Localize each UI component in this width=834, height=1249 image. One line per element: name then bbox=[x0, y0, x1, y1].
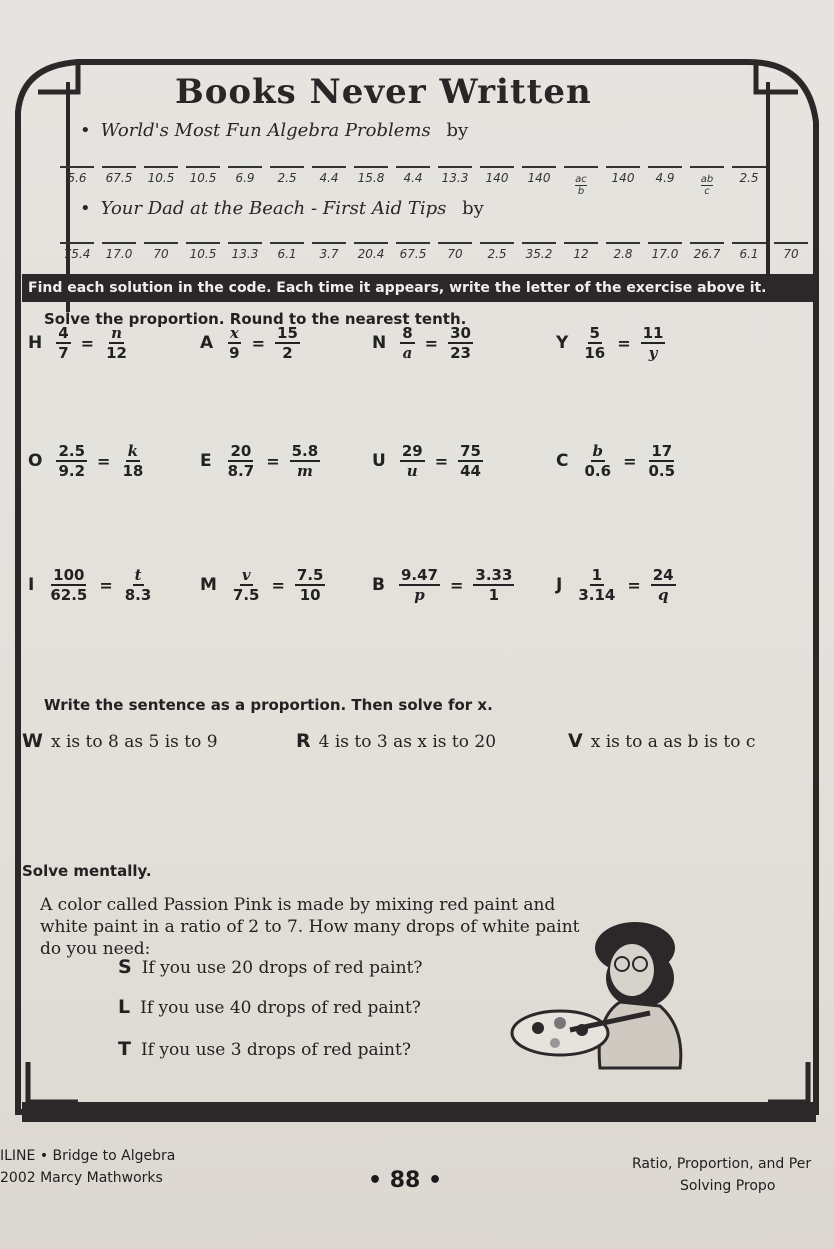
exercise-letter: A bbox=[200, 333, 214, 353]
code-blank: 2.5 bbox=[732, 166, 766, 185]
equals-sign: = bbox=[80, 333, 95, 353]
denominator: 2 bbox=[282, 344, 293, 362]
code-blank: 12 bbox=[564, 242, 598, 261]
equals-sign: = bbox=[449, 575, 464, 595]
denominator: 62.5 bbox=[50, 586, 88, 604]
proportion-n bbox=[372, 324, 477, 362]
proportion-o bbox=[28, 442, 149, 480]
page-title: Books Never Written bbox=[175, 72, 592, 112]
fraction bbox=[582, 442, 613, 480]
numerator: k bbox=[127, 442, 139, 460]
fraction bbox=[400, 324, 414, 362]
equals-sign: = bbox=[434, 451, 449, 471]
code-fraction bbox=[701, 174, 713, 197]
code-blank: 75.4 bbox=[60, 242, 94, 261]
question-letter: L bbox=[118, 996, 131, 1018]
numerator: 3.33 bbox=[475, 566, 513, 584]
numerator: 30 bbox=[450, 324, 471, 342]
numerator: 15 bbox=[277, 324, 298, 342]
numerator: 75 bbox=[460, 442, 481, 460]
numerator: 11 bbox=[642, 324, 664, 342]
proportion-a bbox=[200, 324, 304, 362]
code-blank: 4.9 bbox=[648, 166, 682, 185]
code-blank: 3.7 bbox=[312, 242, 346, 261]
equals-sign: = bbox=[266, 451, 280, 471]
code-blank: 35.2 bbox=[522, 242, 556, 261]
code-blank: 17.0 bbox=[648, 242, 682, 261]
code-blank: 20.4 bbox=[354, 242, 388, 261]
fraction bbox=[56, 442, 87, 480]
fraction bbox=[48, 566, 89, 604]
section-heading-mental: Solve mentally. bbox=[22, 862, 152, 880]
denominator: 12 bbox=[106, 344, 127, 362]
fraction bbox=[458, 442, 483, 480]
code-blank: 13.3 bbox=[228, 242, 262, 261]
exercise-letter: E bbox=[200, 451, 212, 471]
numerator: v bbox=[241, 566, 251, 584]
code-fraction-num: ac bbox=[575, 174, 587, 185]
fraction bbox=[582, 324, 607, 362]
fraction bbox=[400, 442, 425, 480]
equals-sign: = bbox=[99, 575, 113, 595]
numerator: 100 bbox=[53, 566, 85, 584]
code-blank bbox=[564, 166, 598, 197]
denominator: 9 bbox=[229, 344, 240, 362]
code-fraction-den: b bbox=[577, 186, 585, 197]
proportion-y bbox=[556, 324, 669, 362]
numerator: 20 bbox=[230, 442, 252, 460]
numerator: 8 bbox=[402, 324, 413, 342]
fraction bbox=[123, 566, 154, 604]
fraction bbox=[651, 566, 676, 604]
sentence-w bbox=[22, 730, 218, 752]
denominator: 3.14 bbox=[578, 586, 616, 604]
code-blank: 70 bbox=[144, 242, 178, 261]
question-t bbox=[118, 1038, 411, 1060]
exercise-letter: B bbox=[372, 575, 385, 595]
denominator: 8.3 bbox=[124, 586, 152, 604]
denominator: p bbox=[414, 586, 425, 604]
denominator: q bbox=[657, 586, 669, 604]
code-blank: 10.5 bbox=[144, 166, 178, 185]
proportion-e bbox=[200, 442, 324, 480]
fraction bbox=[295, 566, 326, 604]
code-blank: 70 bbox=[438, 242, 472, 261]
code-blank: 10.5 bbox=[186, 166, 220, 185]
fraction bbox=[576, 566, 617, 604]
code-fraction-num: ab bbox=[700, 174, 714, 185]
footer-left-1: ILINE • Bridge to Algebra bbox=[0, 1148, 176, 1164]
numerator: 24 bbox=[652, 566, 674, 584]
code-row-1 bbox=[60, 166, 774, 197]
code-blank: 15.8 bbox=[354, 166, 388, 185]
section-heading-sentences: Write the sentence as a proportion. Then solve for x. bbox=[44, 696, 493, 714]
exercise-letter: N bbox=[372, 333, 387, 353]
exercise-letter: M bbox=[200, 575, 217, 595]
question-text: If you use 3 drops of red paint? bbox=[140, 1040, 411, 1060]
code-blank: 17.0 bbox=[102, 242, 136, 261]
code-blank: 4.4 bbox=[312, 166, 346, 185]
sentence-r bbox=[296, 730, 496, 752]
code-blank: 140 bbox=[522, 166, 556, 185]
proportion-m bbox=[200, 566, 329, 604]
numerator: 1 bbox=[591, 566, 603, 584]
question-s bbox=[118, 956, 422, 978]
fraction bbox=[226, 442, 257, 480]
fraction bbox=[473, 566, 514, 604]
denominator: 0.6 bbox=[584, 462, 612, 480]
denominator: 7.5 bbox=[232, 586, 260, 604]
book-title-2: • Your Dad at the Beach - First Aid Tips by bbox=[80, 198, 484, 219]
sentence-letter: V bbox=[568, 730, 583, 752]
code-blank: 70 bbox=[774, 242, 808, 261]
denominator: 10 bbox=[299, 586, 321, 604]
footer-left-2: 2002 Marcy Mathworks bbox=[0, 1170, 163, 1186]
fraction bbox=[290, 442, 321, 480]
code-blank: 2.8 bbox=[606, 242, 640, 261]
denominator: u bbox=[406, 462, 418, 480]
equals-sign: = bbox=[251, 333, 266, 353]
sentence-text: x is to a as b is to c bbox=[590, 732, 756, 752]
exercise-letter: C bbox=[556, 451, 569, 471]
numerator: b bbox=[592, 442, 604, 460]
denominator: 23 bbox=[450, 344, 471, 362]
numerator: 4 bbox=[58, 324, 69, 342]
denominator: y bbox=[648, 344, 658, 362]
equals-sign: = bbox=[627, 575, 641, 595]
numerator: x bbox=[229, 324, 239, 342]
denominator: 16 bbox=[584, 344, 606, 362]
fraction bbox=[275, 324, 300, 362]
numerator: 9.47 bbox=[400, 566, 438, 584]
code-blank bbox=[690, 166, 724, 197]
code-blank: 10.5 bbox=[186, 242, 220, 261]
code-blank: 6.9 bbox=[228, 166, 262, 185]
code-blank: 2.5 bbox=[480, 242, 514, 261]
numerator: 2.5 bbox=[58, 442, 86, 460]
sentence-letter: W bbox=[22, 730, 43, 752]
code-blank: 67.5 bbox=[396, 242, 430, 261]
book-1-text: World's Most Fun Algebra Problems bbox=[100, 120, 431, 141]
fraction bbox=[231, 566, 262, 604]
denominator: m bbox=[296, 462, 313, 480]
exercise-letter: J bbox=[556, 575, 563, 595]
denominator: 18 bbox=[122, 462, 144, 480]
question-text: If you use 20 drops of red paint? bbox=[141, 958, 423, 978]
exercise-letter: O bbox=[28, 451, 43, 471]
book-2-by: by bbox=[462, 198, 484, 219]
question-l bbox=[118, 996, 421, 1018]
sentence-v bbox=[568, 730, 755, 752]
numerator: 5 bbox=[589, 324, 600, 342]
instructions-bar: Find each solution in the code. Each time it appears, write the letter of the exercise above it. bbox=[22, 274, 818, 302]
exercise-letter: U bbox=[372, 451, 386, 471]
numerator: 17 bbox=[651, 442, 673, 460]
proportion-j bbox=[556, 566, 680, 604]
code-blank: 140 bbox=[606, 166, 640, 185]
fraction bbox=[56, 324, 70, 362]
equals-sign: = bbox=[623, 451, 637, 471]
proportion-c bbox=[556, 442, 681, 480]
question-letter: T bbox=[118, 1038, 131, 1060]
numerator: 7.5 bbox=[296, 566, 324, 584]
denominator: 1 bbox=[488, 586, 500, 604]
code-fraction bbox=[575, 174, 587, 197]
code-blank: 2.5 bbox=[270, 166, 304, 185]
fraction bbox=[104, 324, 129, 362]
proportion-i bbox=[28, 566, 157, 604]
numerator: 29 bbox=[401, 442, 423, 460]
fraction bbox=[399, 566, 440, 604]
exercise-letter: H bbox=[28, 333, 43, 353]
equals-sign: = bbox=[424, 333, 439, 353]
question-letter: S bbox=[118, 956, 132, 978]
proportion-h bbox=[28, 324, 133, 362]
sentence-letter: R bbox=[296, 730, 311, 752]
code-blank: 4.4 bbox=[396, 166, 430, 185]
code-blank: 5.6 bbox=[60, 166, 94, 185]
sentence-text: x is to 8 as 5 is to 9 bbox=[50, 732, 218, 752]
page-number: • 88 • bbox=[368, 1168, 443, 1193]
equals-sign: = bbox=[271, 575, 285, 595]
question-text: If you use 40 drops of red paint? bbox=[140, 998, 421, 1018]
fraction bbox=[641, 324, 666, 362]
numerator: 5.8 bbox=[291, 442, 319, 460]
denominator: 8.7 bbox=[227, 462, 255, 480]
equals-sign: = bbox=[617, 333, 631, 353]
numerator: n bbox=[111, 324, 122, 342]
code-blank: 6.1 bbox=[270, 242, 304, 261]
fraction bbox=[646, 442, 677, 480]
fraction bbox=[448, 324, 473, 362]
book-title-1: • World's Most Fun Algebra Problems by bbox=[80, 120, 469, 141]
footer-right-1: Ratio, Proportion, and Per bbox=[632, 1156, 812, 1172]
word-problem-paragraph: A color called Passion Pink is made by mixing red paint and white paint in a ratio of 2 to 7. How many drops of white paint do you need: bbox=[40, 895, 580, 959]
code-blank: 26.7 bbox=[690, 242, 724, 261]
code-blank: 67.5 bbox=[102, 166, 136, 185]
code-blank: 140 bbox=[480, 166, 514, 185]
footer-right-2: Solving Propo bbox=[680, 1178, 776, 1194]
sentence-text: 4 is to 3 as x is to 20 bbox=[318, 732, 497, 752]
denominator: 0.5 bbox=[648, 462, 676, 480]
denominator: a bbox=[402, 344, 413, 362]
book-2-text: Your Dad at the Beach - First Aid Tips bbox=[100, 198, 447, 219]
equals-sign: = bbox=[97, 451, 111, 471]
book-1-by: by bbox=[446, 120, 469, 141]
section-heading-proportions: Solve the proportion. Round to the nearest tenth. bbox=[44, 310, 467, 328]
numerator: t bbox=[134, 566, 142, 584]
fraction bbox=[227, 324, 241, 362]
exercise-letter: I bbox=[28, 575, 35, 595]
denominator: 44 bbox=[460, 462, 481, 480]
fraction bbox=[120, 442, 145, 480]
painter-illustration bbox=[500, 918, 700, 1098]
denominator: 7 bbox=[58, 344, 69, 362]
code-blank: 6.1 bbox=[732, 242, 766, 261]
proportion-b bbox=[372, 566, 518, 604]
denominator: 9.2 bbox=[58, 462, 86, 480]
proportion-u bbox=[372, 442, 487, 480]
code-fraction-den: c bbox=[704, 186, 710, 197]
exercise-letter: Y bbox=[556, 333, 569, 353]
code-blank: 13.3 bbox=[438, 166, 472, 185]
code-row-2 bbox=[60, 242, 816, 261]
